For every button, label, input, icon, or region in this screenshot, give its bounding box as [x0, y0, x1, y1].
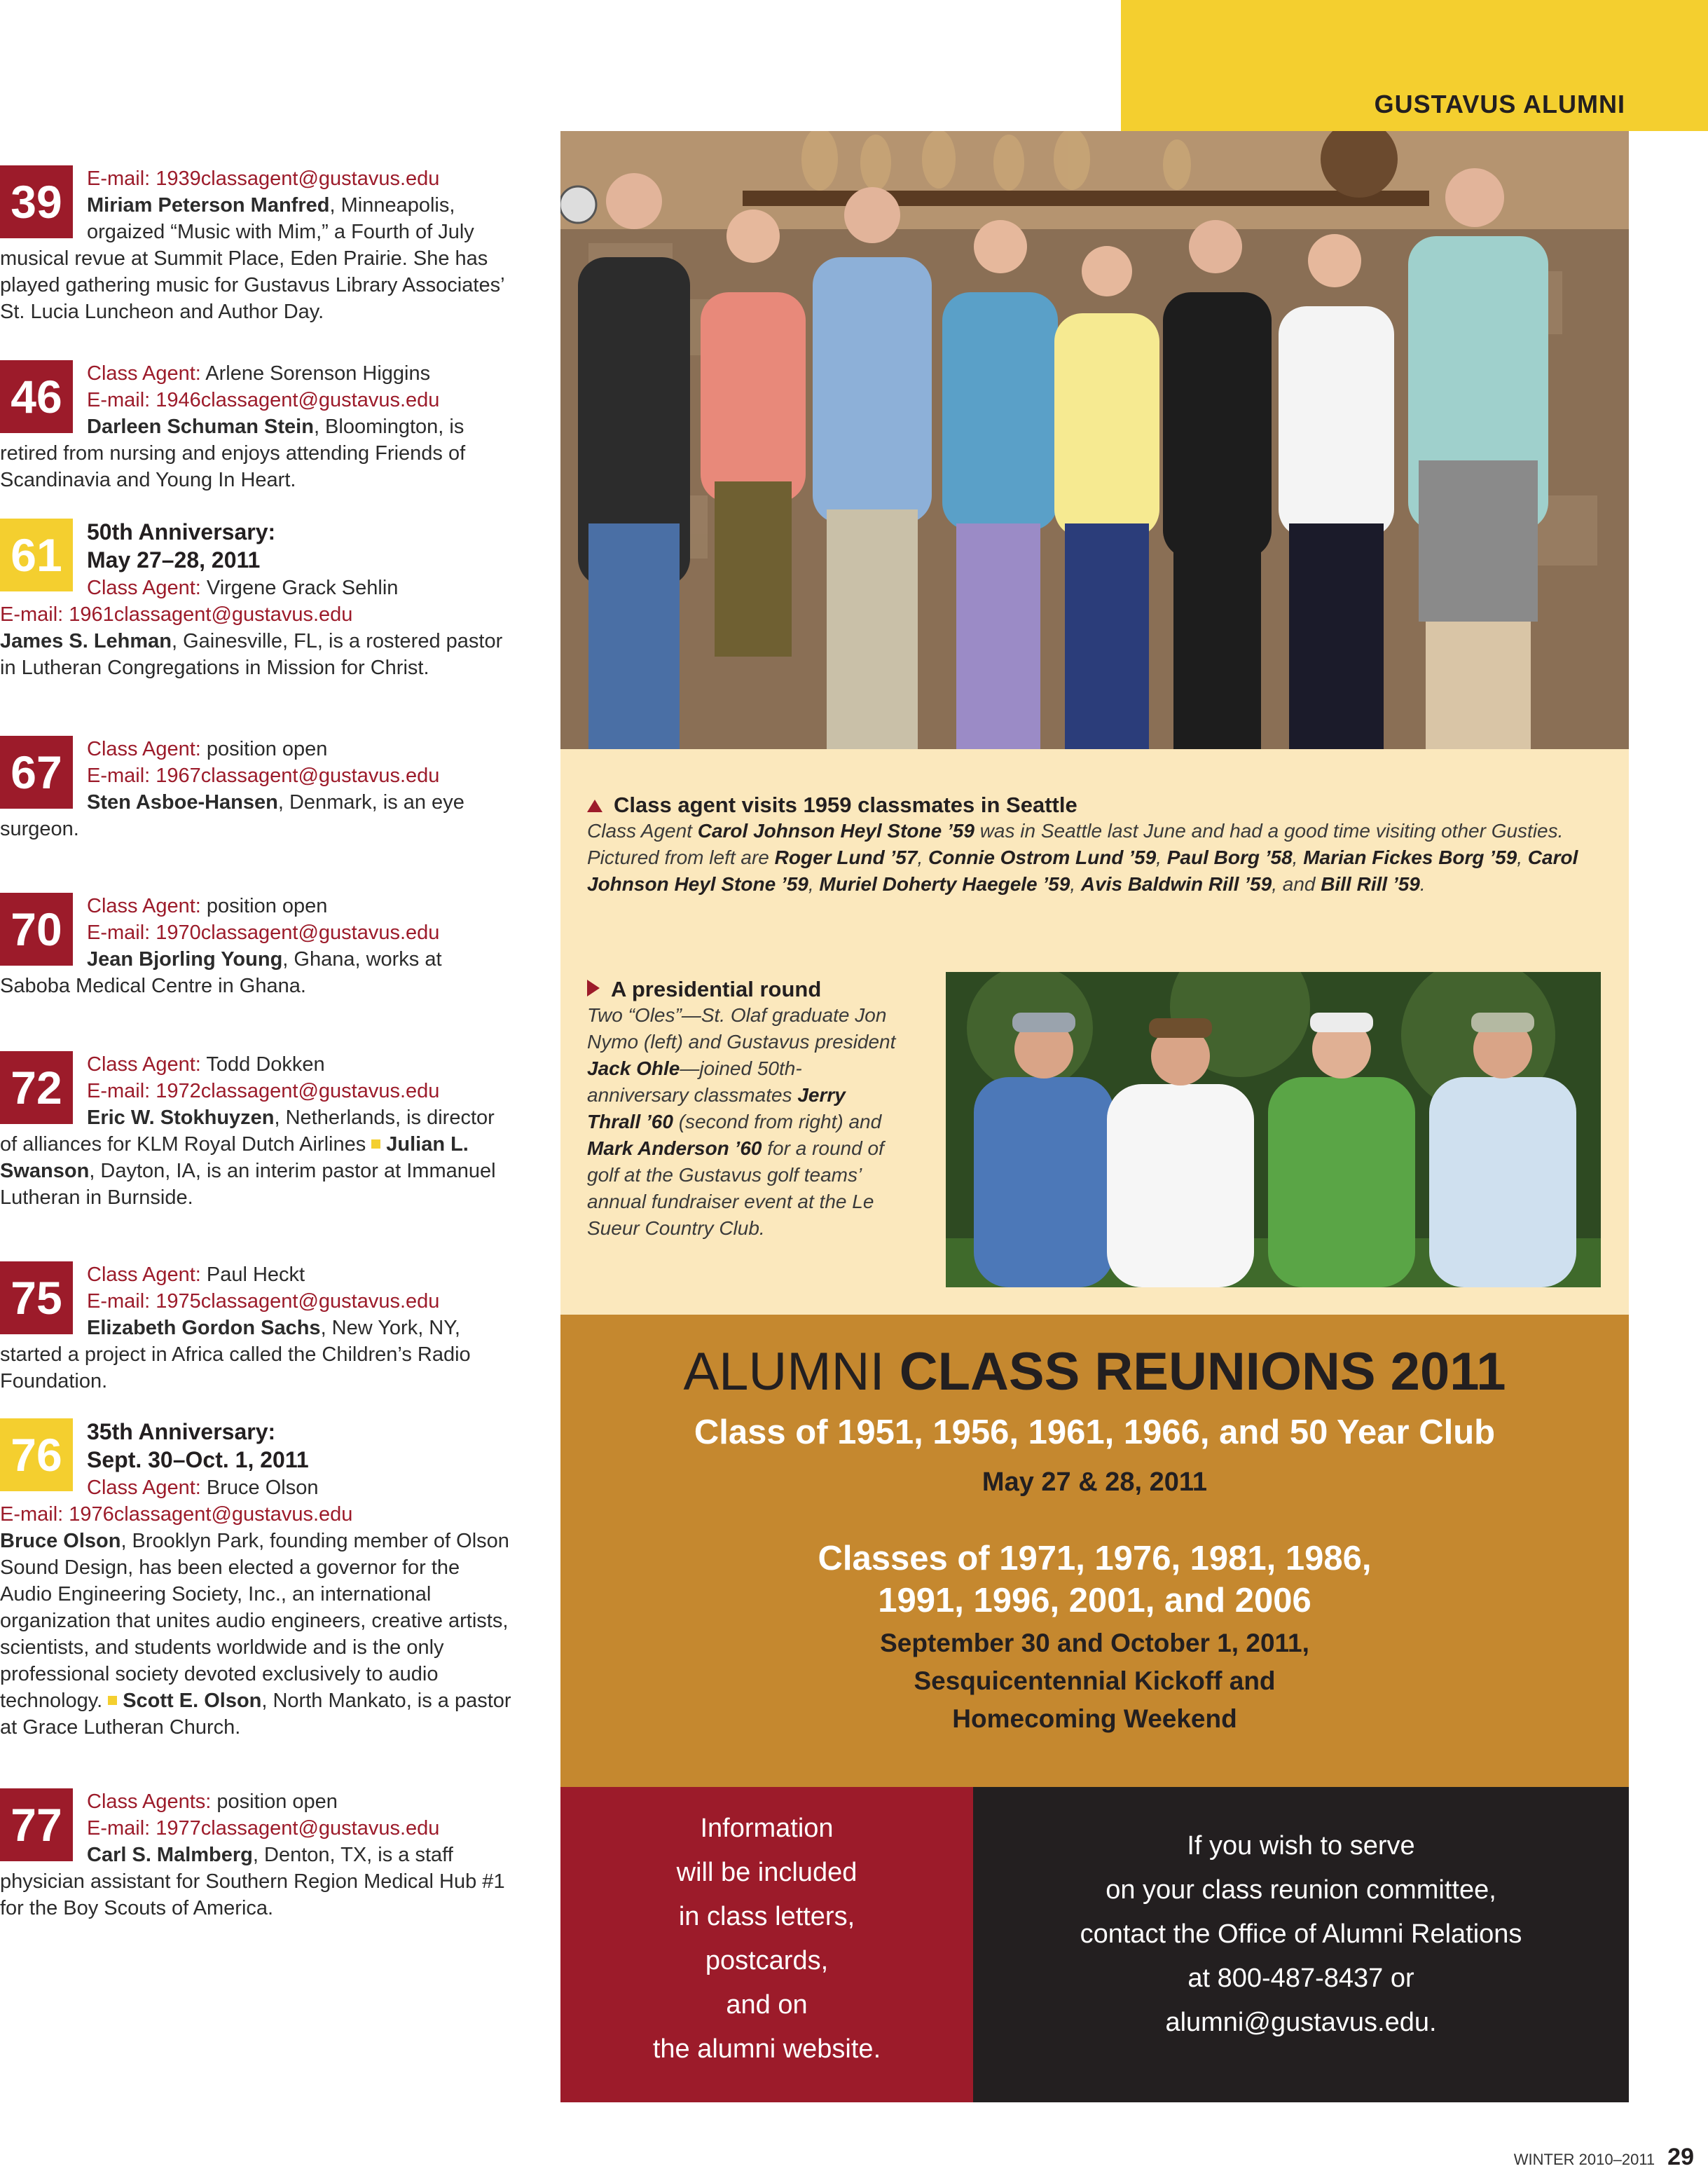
note-text-2: , North Mankato, is a pastor at Grace Lutheran Church. [0, 1690, 511, 1739]
issue-label: WINTER 2010–2011 [1513, 2151, 1655, 2168]
reunion-group-1-classes: Class of 1951, 1956, 1961, 1966, and 50 Year Club [694, 1413, 1496, 1451]
class-year-badge: 75 [0, 1261, 73, 1334]
class-agent-email[interactable]: 1972classagent@gustavus.edu [156, 1080, 440, 1102]
reunion-group-2-line-2: 1991, 1996, 2001, and 2006 [878, 1582, 1311, 1619]
alumni-name: Eric W. Stokhuyzen [87, 1107, 275, 1129]
class-note-1967 [0, 736, 515, 893]
reunion-group-2-dates-3: Homecoming Weekend [952, 1704, 1237, 1733]
contact-phone[interactable]: at 800-487-8437 or [1187, 1964, 1414, 1993]
caption-body: Two “Oles”—St. Olaf graduate Jon Nymo (left) and Gustavus president Jack Ohle—joined 50th-anniversary classmates Jerry Thrall ’60 (second from right) and Mark Anderson ’60 for a round of golf at the Gustavus golf teams’ annual fundraiser event at the Le Sueur Country Club. [587, 1004, 896, 1239]
class-year-badge: 61 [0, 519, 73, 591]
class-agent-name: Paul Heckt [206, 1263, 305, 1286]
info-line: the alumni website. [652, 2034, 881, 2064]
note-text: , Denmark, is an eye surgeon. [0, 791, 464, 840]
reunion-group-2-dates-2: Sesquicentennial Kickoff and [914, 1666, 1276, 1695]
email-label: E-mail: [87, 389, 151, 411]
alumni-name-2: Julian L. Swanson [0, 1133, 469, 1182]
alumni-name: Sten Asboe-Hansen [87, 791, 278, 814]
info-line: postcards, [705, 1946, 829, 1975]
class-year-badge: 46 [0, 360, 73, 433]
contact-line: on your class reunion committee, [1106, 1875, 1496, 1905]
class-agent-email[interactable]: 1976classagent@gustavus.edu [69, 1503, 353, 1526]
reunion-dates: May 27–28, 2011 [87, 547, 261, 573]
section-title: GUSTAVUS ALUMNI [1374, 90, 1625, 118]
reunion-dates: Sept. 30–Oct. 1, 2011 [87, 1447, 309, 1472]
class-note-1972 [0, 1051, 515, 1261]
note-text: , Ghana, works at Saboba Medical Centre in Ghana. [0, 948, 442, 997]
alumni-name: Bruce Olson [0, 1530, 121, 1552]
note-text: , Netherlands, is director of alliances for KLM Royal Dutch Airlines [0, 1107, 495, 1156]
class-year-badge: 72 [0, 1051, 73, 1124]
info-line: and on [726, 1990, 808, 2020]
email-label: E-mail: [0, 603, 64, 626]
info-line: will be included [676, 1858, 858, 1887]
class-agent-name: Arlene Sorenson Higgins [205, 362, 431, 385]
class-agent-email[interactable]: 1967classagent@gustavus.edu [156, 765, 440, 787]
note-text: , New York, NY, started a project in Africa called the Children’s Radio Foundation. [0, 1317, 471, 1392]
class-note-1975 [0, 1261, 515, 1418]
caption-body: Class Agent Carol Johnson Heyl Stone ’59 was in Seattle last June and had a good time visiting other Gusties. Pictured from left are Roger Lund ’57, Connie Ostrom Lund ’59, Paul Borg ’58, Marian Fickes Borg ’59, Carol Johnson Heyl Stone ’59, Muriel Doherty Haegele ’59, Avis Baldwin Rill ’59, and Bill Rill ’59. [587, 820, 1578, 895]
golf-photo [946, 972, 1601, 1287]
separator-square [371, 1139, 380, 1149]
class-year-badge: 76 [0, 1418, 73, 1491]
contact-email[interactable]: alumni@gustavus.edu. [1165, 2008, 1437, 2037]
contact-line: contact the Office of Alumni Relations [1080, 1919, 1522, 1949]
class-agent-email[interactable]: 1970classagent@gustavus.edu [156, 922, 440, 944]
photo-caption-panel [560, 749, 1629, 1315]
alumni-name: Elizabeth Gordon Sachs [87, 1317, 321, 1339]
anniversary-label: 50th Anniversary: [87, 519, 276, 544]
contact-box [973, 1787, 1629, 2102]
class-note-1970 [0, 893, 515, 1051]
class-note-1977 [0, 1788, 515, 1922]
class-agent-name: Bruce Olson [206, 1477, 319, 1499]
class-agent-label: Class Agent: [87, 1477, 201, 1499]
class-agent-label: Class Agent: [87, 1053, 201, 1076]
reunions-title: ALUMNI CLASS REUNIONS 2011 [683, 1342, 1506, 1402]
class-agent-label: Class Agent: [87, 362, 201, 385]
class-agent-email[interactable]: 1977classagent@gustavus.edu [156, 1817, 440, 1840]
class-reunions-panel [560, 1315, 1629, 1787]
note-text: , Gainesville, FL, is a rostered pastor in Lutheran Congregations in Mission for Christ. [0, 630, 503, 679]
triangle-up-icon [587, 800, 602, 812]
email-label: E-mail: [0, 1503, 64, 1526]
note-text: , Denton, TX, is a staff physician assistant for Southern Region Medical Hub #1 for the Boy Scouts of America. [0, 1844, 505, 1919]
class-note-1976 [0, 1418, 515, 1788]
class-year-badge: 77 [0, 1788, 73, 1861]
class-agent-name: Virgene Grack Sehlin [206, 577, 399, 599]
class-year-badge: 39 [0, 165, 73, 238]
class-agent-label: Class Agents: [87, 1790, 212, 1813]
caption-title: Class agent visits 1959 classmates in Seattle [614, 793, 1077, 817]
alumni-name: Jean Bjorling Young [87, 948, 283, 971]
note-text: , Bloomington, is retired from nursing and enjoys attending Friends of Scandinavia and Young In Heart. [0, 416, 466, 491]
info-line: Information [700, 1814, 834, 1843]
separator-square [108, 1696, 117, 1705]
class-agent-label: Class Agent: [87, 895, 201, 917]
class-agent-label: Class Agent: [87, 577, 201, 599]
page-number: 29 [1667, 2144, 1694, 2170]
reunion-group-1-dates: May 27 & 28, 2011 [982, 1467, 1208, 1497]
alumni-name: Carl S. Malmberg [87, 1844, 253, 1866]
info-line: in class letters, [678, 1902, 855, 1931]
class-note-1961 [0, 519, 515, 736]
class-note-1939 [0, 165, 515, 360]
alumni-name: Miriam Peterson Manfred [87, 194, 330, 217]
email-label: E-mail: [87, 1290, 151, 1313]
note-text-2: , Dayton, IA, is an interim pastor at Immanuel Lutheran in Burnside. [0, 1160, 496, 1209]
email-label: E-mail: [87, 922, 151, 944]
triangle-right-icon [587, 980, 600, 996]
email-label: E-mail: [87, 167, 151, 190]
alumni-name: Darleen Schuman Stein [87, 416, 314, 438]
class-agent-name: position open [206, 895, 328, 917]
note-text: , Minneapolis, orgaized “Music with Mim,” a Fourth of July musical revue at Summit Place, Eden Prairie. She has played gathering music for Gustavus Library Associates’ St. Lucia Luncheon and Author Day. [0, 194, 504, 323]
seattle-caption [587, 793, 1596, 898]
class-agent-label: Class Agent: [87, 738, 201, 760]
class-agent-email[interactable]: 1975classagent@gustavus.edu [156, 1290, 440, 1313]
class-year-badge: 67 [0, 736, 73, 809]
golf-caption [587, 977, 902, 1242]
page-footer [1514, 2144, 1694, 2171]
note-text: , Brooklyn Park, founding member of Olson Sound Design, has been elected a governor for the Audio Engineering Society, Inc., an international organization that unites audio engineers, creative artists, scientists, and students worldwide and is the only professional society devoted exclusively to audio technology. [0, 1530, 509, 1712]
alumni-name: James S. Lehman [0, 630, 172, 652]
class-notes-column [0, 165, 515, 1922]
class-agent-name: position open [216, 1790, 338, 1813]
class-note-1946 [0, 360, 515, 519]
seattle-group-photo [560, 131, 1629, 749]
email-label: E-mail: [87, 1080, 151, 1102]
contact-line: If you wish to serve [1187, 1831, 1415, 1861]
class-agent-email[interactable]: 1939classagent@gustavus.edu [156, 167, 440, 190]
class-agent-name: position open [206, 738, 328, 760]
class-agent-email[interactable]: 1961classagent@gustavus.edu [69, 603, 353, 626]
class-year-badge: 70 [0, 893, 73, 966]
header-banner [1121, 0, 1708, 131]
caption-title: A presidential round [611, 977, 822, 1001]
alumni-name-2: Scott E. Olson [123, 1690, 262, 1712]
reunion-group-2-dates-1: September 30 and October 1, 2011, [880, 1629, 1309, 1657]
class-agent-name: Todd Dokken [206, 1053, 325, 1076]
reunion-group-2-line-1: Classes of 1971, 1976, 1981, 1986, [818, 1540, 1372, 1577]
email-label: E-mail: [87, 1817, 151, 1840]
class-agent-label: Class Agent: [87, 1263, 201, 1286]
email-label: E-mail: [87, 765, 151, 787]
anniversary-label: 35th Anniversary: [87, 1419, 276, 1444]
info-box [560, 1787, 973, 2102]
class-agent-email[interactable]: 1946classagent@gustavus.edu [156, 389, 440, 411]
